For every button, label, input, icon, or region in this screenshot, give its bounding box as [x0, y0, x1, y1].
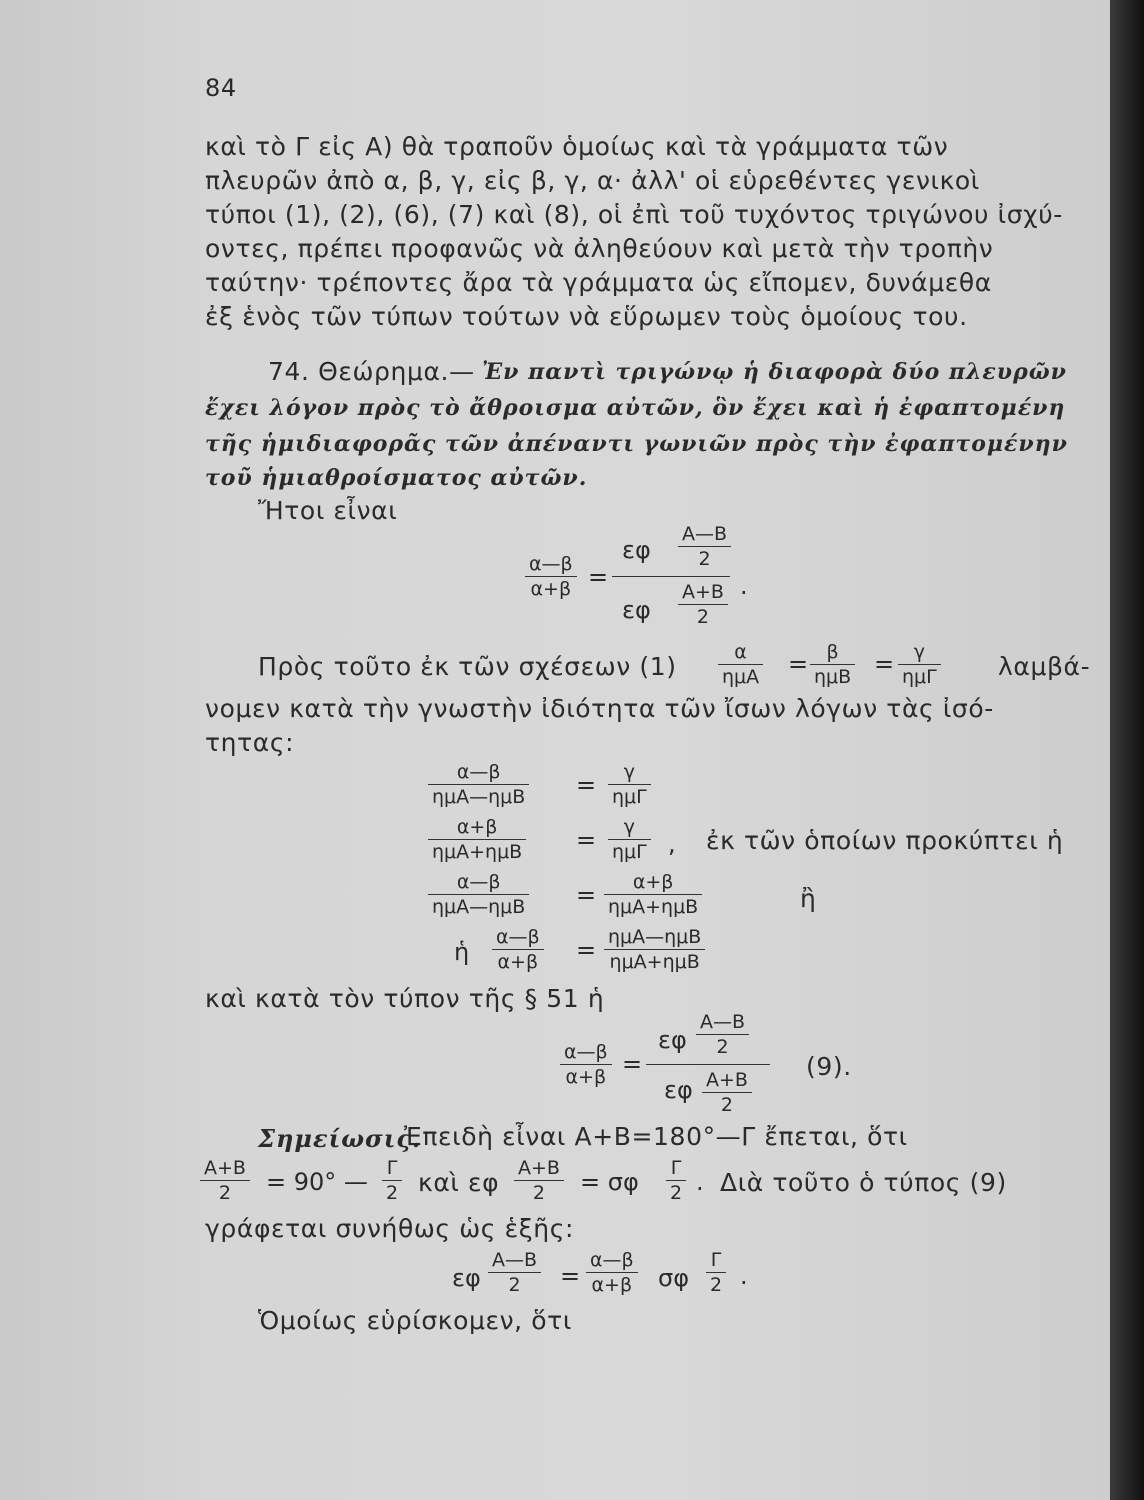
- note-kai-ef: καὶ εφ: [418, 1168, 500, 1197]
- final-ratio: α—β α+β: [586, 1248, 638, 1297]
- theorem-line-3: τῆς ἡμιδιαφορᾶς τῶν ἀπέναντι γωνιῶν πρὸς τὴν ἐφαπτομένην: [205, 431, 1068, 457]
- eq-row3-text: ἢ: [800, 884, 817, 913]
- eq9-bar: [646, 1064, 770, 1065]
- note-frac-g-2: Γ 2: [666, 1156, 686, 1205]
- eq-row3-left: α—β ημΑ—ημΒ: [428, 870, 529, 919]
- eq-row2-comma: ,: [668, 830, 676, 858]
- eq-row2-left: α+β ημΑ+ημΒ: [428, 815, 526, 864]
- theorem-label: 74. Θεώρημα.—: [268, 357, 475, 386]
- eq-row1-left: α—β ημΑ—ημΒ: [428, 760, 529, 809]
- text-line-2: πλευρῶν ἀπὸ α, β, γ, εἰς β, γ, α· ἀλλ' οἱ εὑρεθέντες γενικοὶ: [205, 166, 980, 195]
- note-eq-sf: = σφ: [580, 1168, 639, 1196]
- page-number: 84: [205, 74, 237, 102]
- text-line-4: οντες, πρέπει προφανῶς νὰ ἀληθεύουν καὶ μετὰ τὴν τροπὴν: [205, 234, 994, 263]
- ratio-beta: β ημΒ: [810, 640, 855, 689]
- note-frac-ab: Α+Β 2: [200, 1156, 250, 1205]
- eq-main-dot: .: [740, 572, 748, 600]
- pros-text-2: λαμβά-: [998, 652, 1091, 681]
- eq-main-tan-bottom: εφ: [622, 596, 651, 624]
- ratio-alpha: α ημΑ: [718, 640, 763, 689]
- eq-main-half-diff: Α—Β 2: [678, 522, 731, 571]
- eq-row4-prefix: ἡ: [454, 938, 470, 966]
- text-line-6: ἐξ ἑνὸς τῶν τύπων τούτων νὰ εὕρωμεν τοὺς ὁμοίους του.: [205, 302, 968, 331]
- final-half-diff: Α—Β 2: [488, 1248, 541, 1297]
- eq-row2-equals: =: [576, 826, 597, 854]
- last-line: Ὁμοίως εὑρίσκομεν, ὅτι: [258, 1306, 572, 1335]
- eq-row1-equals: =: [576, 771, 597, 799]
- eq-row3-equals: =: [576, 881, 597, 909]
- eq-main-bar: [612, 576, 730, 577]
- note-dot: .: [696, 1168, 704, 1196]
- theorem-line-2: ἔχει λόγον πρὸς τὸ ἄθροισμα αὐτῶν, ὃν ἔχει καὶ ἡ ἐφαπτομένη: [205, 395, 1066, 421]
- ratio-eq-1: =: [788, 650, 809, 678]
- eq9-lhs: α—β α+β: [560, 1040, 612, 1089]
- eq9-half-sum: Α+Β 2: [702, 1068, 752, 1117]
- final-cot: σφ: [658, 1264, 690, 1292]
- eq-row2-right: γ ημΓ: [608, 815, 651, 864]
- pros-line-3: τητας:: [205, 728, 295, 757]
- eq-row4-equals: =: [576, 936, 597, 964]
- theorem-line-1: Ἐν παντὶ τριγώνῳ ἡ διαφορὰ δύο πλευρῶν: [482, 359, 1067, 385]
- text-line-1: καὶ τὸ Γ εἰς Α) θὰ τραποῦν ὁμοίως καὶ τὰ γράμματα τῶν: [205, 132, 949, 161]
- kata-text: καὶ κατὰ τὸν τύπον τῆς § 51 ἡ: [205, 984, 605, 1013]
- note-text-1: Ἐπειδὴ εἶναι Α+Β=180°—Γ ἔπεται, ὅτι: [404, 1122, 908, 1151]
- theorem-line-4: τοῦ ἡμιαθροίσματος αὐτῶν.: [205, 465, 588, 491]
- final-dot: .: [740, 1262, 748, 1290]
- eq-main-equals: =: [588, 563, 609, 591]
- eq9-label: (9).: [806, 1052, 852, 1081]
- eq-row2-text: ἐκ τῶν ὁποίων προκύπτει ἡ: [706, 826, 1064, 855]
- eq9-half-diff: Α—Β 2: [696, 1010, 749, 1059]
- note-label: Σημείωσις.: [258, 1124, 422, 1153]
- final-tan: εφ: [452, 1264, 481, 1292]
- note-line-3: γράφεται συνήθως ὡς ἑξῆς:: [205, 1214, 575, 1243]
- eq-row4-right: ημΑ—ημΒ ημΑ+ημΒ: [604, 925, 705, 974]
- ratio-gamma: γ ημΓ: [898, 640, 941, 689]
- eq9-tan-top: εφ: [658, 1026, 687, 1054]
- book-spine-edge: [1110, 0, 1144, 1500]
- eq9-equals: =: [622, 1050, 643, 1078]
- pros-text-1: Πρὸς τοῦτο ἐκ τῶν σχέσεων (1): [258, 652, 677, 681]
- eq9-tan-bottom: εφ: [664, 1076, 693, 1104]
- final-equals: =: [560, 1262, 581, 1290]
- note-text-2: Διὰ τοῦτο ὁ τύπος (9): [720, 1168, 1007, 1197]
- eq-row4-left: α—β α+β: [492, 925, 544, 974]
- pros-line-2: νομεν κατὰ τὴν γνωστὴν ἰδιότητα τῶν ἴσων λόγων τὰς ἰσό-: [205, 694, 994, 723]
- eq-main-half-sum: Α+Β 2: [678, 580, 728, 629]
- text-line-3: τύποι (1), (2), (6), (7) καὶ (8), οἱ ἐπὶ τοῦ τυχόντος τριγώνου ἰσχύ-: [205, 200, 1063, 229]
- note-frac-g: Γ 2: [382, 1156, 402, 1205]
- htoi-text: Ἤτοι εἶναι: [258, 496, 398, 525]
- eq-row1-right: γ ημΓ: [608, 760, 651, 809]
- note-frac-ab-2: Α+Β 2: [514, 1156, 564, 1205]
- eq-row3-right: α+β ημΑ+ημΒ: [604, 870, 702, 919]
- text-line-5: ταύτην· τρέποντες ἄρα τὰ γράμματα ὡς εἴπομεν, δυνάμεθα: [205, 268, 992, 297]
- final-frac-g: Γ 2: [706, 1248, 726, 1297]
- eq-main-tan-top: εφ: [622, 536, 651, 564]
- note-eq90: = 90° —: [266, 1168, 368, 1196]
- ratio-eq-2: =: [874, 650, 895, 678]
- eq-main-lhs: α—β α+β: [525, 552, 577, 601]
